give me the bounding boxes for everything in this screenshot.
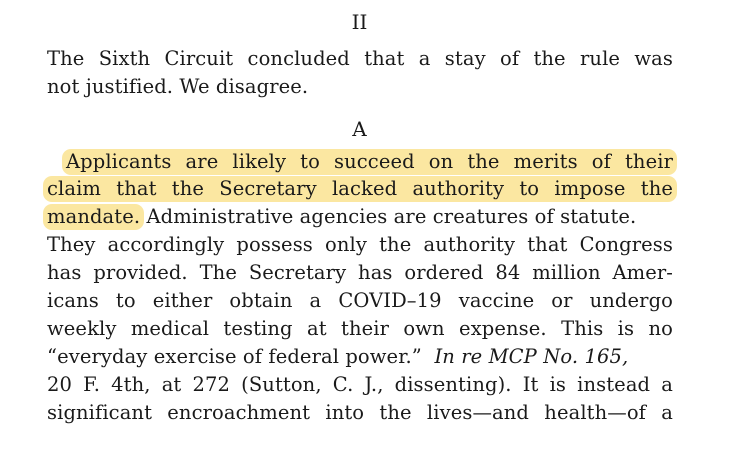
paragraph-line-1 [66, 148, 673, 176]
quote-text: “everyday exercise of federal power.” [47, 345, 422, 368]
intro-line-2: not justified. We disagree. [47, 75, 309, 98]
section-heading-roman: II [351, 10, 368, 34]
paragraph-line-9: 20 F. 4th, at 272 (Sutton, C. J., dissenting). It is instead a [47, 373, 673, 396]
highlighted-text: claim that the Secretary lacked authority to impose the [43, 176, 677, 202]
paragraph-line-3 [47, 203, 673, 231]
paragraph-line-5: has provided. The Secretary has ordered 84 million Amer- [47, 261, 673, 284]
case-citation: In re MCP No. 165, [434, 345, 629, 368]
body-text: Administrative agencies are creatures of statute. [140, 205, 637, 228]
paragraph-line-2 [47, 175, 673, 203]
intro-line-1: The Sixth Circuit concluded that a stay of the rule was [47, 47, 673, 70]
paragraph-line-7: weekly medical testing at their own expense. This is no [47, 317, 673, 340]
paragraph-line-6: icans to either obtain a COVID–19 vaccine or undergo [47, 289, 673, 312]
highlighted-text: Applicants are likely to succeed on the merits of their [62, 149, 677, 175]
subsection-heading: A [352, 117, 367, 141]
paragraph-line-4: They accordingly possess only the authority that Congress [47, 233, 673, 256]
paragraph-line-10: significant encroachment into the lives—and health—of a [47, 401, 673, 424]
paragraph-line-8 [47, 343, 673, 371]
highlighted-text: mandate. [43, 204, 144, 230]
